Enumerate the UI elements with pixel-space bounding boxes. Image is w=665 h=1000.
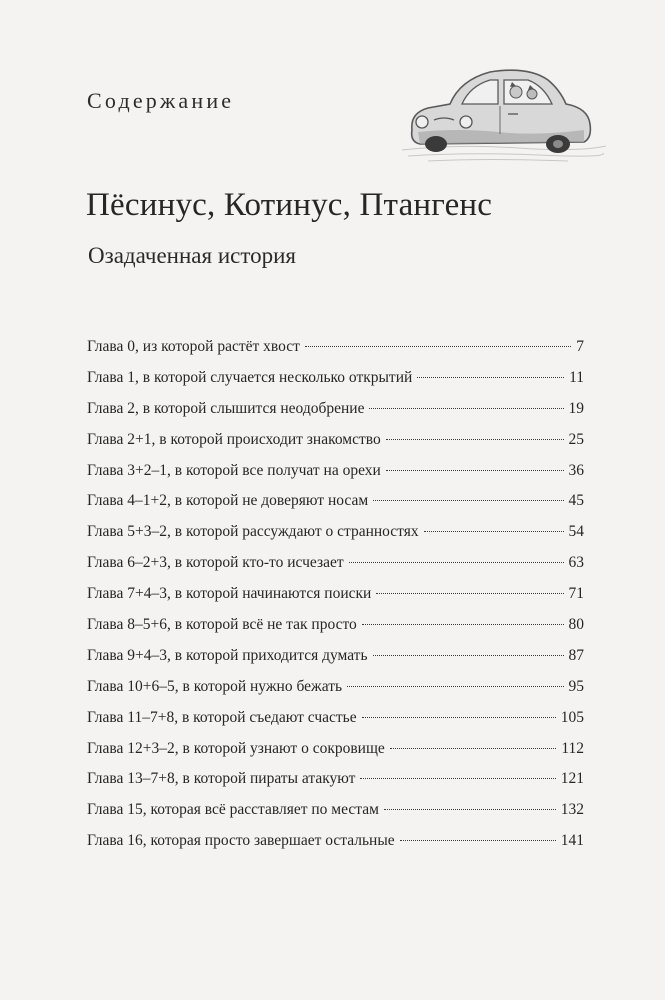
toc-entry-title: Глава 8–5+6, в которой всё не так просто <box>87 616 357 634</box>
toc-entry[interactable] <box>87 400 584 431</box>
toc-entry[interactable] <box>87 801 584 832</box>
toc-entry-page: 121 <box>560 770 584 788</box>
toc-entry[interactable] <box>87 554 584 585</box>
toc-entry-page: 45 <box>568 492 584 510</box>
toc-entry-title: Глава 1, в которой случается несколько открытий <box>87 368 413 386</box>
toc-entry[interactable] <box>87 523 584 554</box>
toc-entry-title: Глава 10+6–5, в которой нужно бежать <box>87 677 343 695</box>
toc-entry-title: Глава 12+3–2, в которой узнают о сокровище <box>87 739 385 757</box>
toc-entry-title: Глава 0, из которой растёт хвост <box>87 338 300 355</box>
toc-entry-title: Глава 13–7+8, в которой пираты атакуют <box>87 770 356 788</box>
toc-entry[interactable] <box>87 647 584 678</box>
toc-dot-leader <box>362 624 564 625</box>
toc-dot-leader <box>373 500 563 501</box>
toc-entry-title: Глава 16, которая просто завершает остальные <box>87 832 395 850</box>
toc-entry-page: 63 <box>568 554 584 572</box>
toc-entry-title: Глава 11–7+8, в которой съедают счастье <box>87 708 357 726</box>
toc-dot-leader <box>360 778 555 779</box>
table-of-contents <box>87 338 584 863</box>
toc-entry-page: 112 <box>561 739 584 757</box>
toc-entry-page: 7 <box>576 338 584 355</box>
toc-dot-leader <box>362 717 556 718</box>
toc-entry-title: Глава 7+4–3, в которой начинаются поиски <box>87 585 372 603</box>
toc-entry-page: 95 <box>568 677 584 695</box>
book-title: Пёсинус, Котинус, Птангенс <box>86 187 493 223</box>
toc-dot-leader <box>376 593 563 594</box>
toc-entry-page: 54 <box>568 523 584 541</box>
toc-entry[interactable] <box>87 740 584 771</box>
toc-dot-leader <box>424 531 564 532</box>
toc-dot-leader <box>390 748 557 749</box>
toc-entry[interactable] <box>87 585 584 616</box>
toc-entry[interactable] <box>87 616 584 647</box>
toc-entry[interactable] <box>87 709 584 740</box>
toc-dot-leader <box>369 408 563 409</box>
toc-entry[interactable] <box>87 832 584 863</box>
toc-dot-leader <box>347 686 563 687</box>
toc-dot-leader <box>400 840 556 841</box>
toc-entry-page: 71 <box>568 585 584 603</box>
toc-dot-leader <box>349 562 564 563</box>
toc-entry-page: 80 <box>568 616 584 634</box>
car-illustration-icon <box>398 58 608 168</box>
toc-dot-leader <box>384 809 556 810</box>
toc-entry-title: Глава 6–2+3, в которой кто-то исчезает <box>87 554 344 572</box>
toc-entry[interactable] <box>87 369 584 400</box>
toc-entry-page: 87 <box>568 646 584 664</box>
toc-entry-title: Глава 9+4–3, в которой приходится думать <box>87 646 368 664</box>
toc-entry-page: 132 <box>560 801 584 819</box>
toc-entry-page: 36 <box>568 461 584 479</box>
toc-entry-page: 19 <box>568 399 584 417</box>
toc-entry[interactable] <box>87 431 584 462</box>
toc-dot-leader <box>386 439 564 440</box>
toc-entry-title: Глава 4–1+2, в которой не доверяют носам <box>87 492 369 510</box>
toc-entry-page: 11 <box>569 368 584 386</box>
toc-entry-page: 25 <box>568 430 584 448</box>
toc-entry-title: Глава 15, которая всё расставляет по местам <box>87 801 379 819</box>
toc-entry-title: Глава 2, в которой слышится неодобрение <box>87 399 365 417</box>
toc-entry[interactable] <box>87 678 584 709</box>
toc-dot-leader <box>386 470 564 471</box>
toc-entry-title: Глава 5+3–2, в которой рассуждают о странностях <box>87 523 419 541</box>
section-label: Содержание <box>87 88 235 113</box>
toc-dot-leader <box>417 377 564 378</box>
toc-entry-title: Глава 2+1, в которой происходит знакомство <box>87 430 381 448</box>
toc-entry[interactable] <box>87 462 584 493</box>
toc-entry-page: 141 <box>560 832 584 850</box>
toc-entry-page: 105 <box>560 708 584 726</box>
book-subtitle: Озадаченная история <box>88 243 296 268</box>
toc-dot-leader <box>373 655 564 656</box>
toc-entry[interactable] <box>87 770 584 801</box>
toc-entry-title: Глава 3+2–1, в которой все получат на орехи <box>87 461 381 479</box>
toc-dot-leader <box>305 346 571 347</box>
toc-entry[interactable] <box>87 338 584 369</box>
toc-entry[interactable] <box>87 492 584 523</box>
